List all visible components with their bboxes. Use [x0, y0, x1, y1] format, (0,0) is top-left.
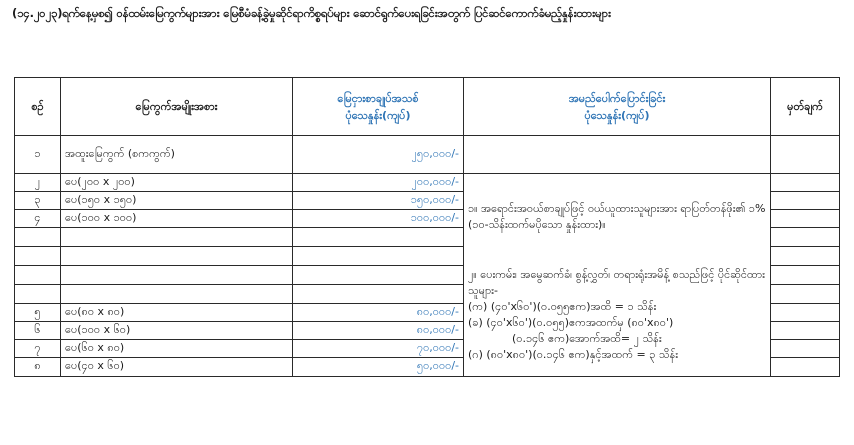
plot-type-cell: အထူးမြေကွက် (စကကွက်): [61, 136, 293, 174]
remark-cell: [771, 136, 840, 174]
note-rule-2b: (ခ) (၄၀'x၆၀')(၀.၀၅၅)ဧကအထက်မှ (၈၀'x၈၀'): [468, 316, 674, 329]
plot-type-cell: ပေ(၁၅၀ x ၁၅၀): [61, 192, 293, 210]
serial-no-cell: ၂: [15, 174, 61, 192]
header-name-transfer-fee: [464, 78, 771, 136]
fee-amount-cell: ၂၅၀,၀၀၀/-: [293, 136, 464, 174]
table-row: [15, 136, 840, 174]
plot-type-cell: ပေ(၂၀၀ x ၂၀၀): [61, 174, 293, 192]
remark-cell: [771, 210, 840, 228]
note-rule-2a: (က) (၄၀'x၆၀')(၀.၀၅၅ဧက)အထိ = ၁ သိန်း: [468, 300, 657, 313]
table-row: [15, 174, 840, 192]
serial-no-cell: [15, 285, 61, 304]
serial-no-cell: ၄: [15, 210, 61, 228]
fee-amount-cell: ၂၀၀,၀၀၀/-: [293, 174, 464, 192]
header-serial-no: စဉ်: [15, 78, 61, 136]
header-name-transfer-fee-text: အမည်ပေါက်ပြောင်းခြင်း ပုံသေနှုန်း(ကျပ်): [568, 91, 666, 122]
plot-type-cell: ပေ(၆၀ x ၈၀): [61, 340, 293, 358]
remark-cell: [771, 322, 840, 340]
serial-no-cell: ၈: [15, 358, 61, 377]
fee-amount-cell: ၇၀,၀၀၀/-: [293, 340, 464, 358]
fee-amount-cell: [293, 266, 464, 285]
remark-cell: [771, 266, 840, 285]
serial-no-cell: ၇: [15, 340, 61, 358]
fee-table: [14, 77, 840, 377]
plot-type-cell: [61, 228, 293, 247]
fee-amount-cell: ၈၀,၀၀၀/-: [293, 322, 464, 340]
plot-type-cell: [61, 247, 293, 266]
header-remark: မှတ်ချက်: [771, 78, 840, 136]
serial-no-cell: [15, 266, 61, 285]
header-new-lease-fee: [293, 78, 464, 136]
remark-cell: [771, 247, 840, 266]
name-transfer-blank-cell: [464, 136, 771, 174]
note-rule-2c: (ဂ) (၈၀'x၈၀')(၀.၁၄၆ ဧက)နှင့်အထက် = ၃ သိန်း: [468, 348, 679, 361]
serial-no-cell: ၁: [15, 136, 61, 174]
serial-no-cell: ၃: [15, 192, 61, 210]
remark-cell: [771, 285, 840, 304]
plot-type-cell: ပေ(၁၀၀ x ၆၀): [61, 322, 293, 340]
header-row: [15, 78, 840, 136]
fee-amount-cell: [293, 247, 464, 266]
fee-amount-cell: ၁၀၀,၀၀၀/-: [293, 210, 464, 228]
serial-no-cell: [15, 228, 61, 247]
plot-type-cell: ပေ(၈၀ x ၈၀): [61, 304, 293, 322]
fee-amount-cell: ၈၀,၀၀၀/-: [293, 304, 464, 322]
fee-amount-cell: ၅၀,၀၀၀/-: [293, 358, 464, 377]
serial-no-cell: ၅: [15, 304, 61, 322]
plot-type-cell: [61, 266, 293, 285]
fee-amount-cell: [293, 285, 464, 304]
note-rule-2b-cont: (၀.၁၄၆ ဧက)အောက်အထိ= ၂ သိန်း: [512, 332, 662, 345]
plot-type-cell: ပေ(၁၀၀ x ၁၀၀): [61, 210, 293, 228]
remark-cell: [771, 358, 840, 377]
remark-cell: [771, 340, 840, 358]
remark-cell: [771, 174, 840, 192]
fee-amount-cell: [293, 228, 464, 247]
remark-cell: [771, 228, 840, 247]
name-transfer-notes-cell: [464, 174, 771, 377]
header-plot-type: မြေကွက်အမျိုးအစား: [61, 78, 293, 136]
note-rule-2: ၂။ ပေးကမ်း၊ အမွေဆက်ခံ၊ စွန့်လွှတ်၊ တရားရုံးအမိန့် စသည်ဖြင့် ပိုင်ဆိုင်ထားသူများ-: [468, 268, 765, 297]
fee-amount-cell: ၁၅၀,၀၀၀/-: [293, 192, 464, 210]
plot-type-cell: [61, 285, 293, 304]
serial-no-cell: ၆: [15, 322, 61, 340]
remark-cell: [771, 192, 840, 210]
header-new-lease-fee-text: မြေငှားစာချုပ်အသစ် ပုံသေနှုန်း(ကျပ်): [337, 91, 419, 122]
plot-type-cell: ပေ(၄၀ x ၆၀): [61, 358, 293, 377]
remark-cell: [771, 304, 840, 322]
note-rule-1: ၁။ အရောင်းအဝယ်စာချုပ်ဖြင့် ဝယ်ယူထားသူများအား ရာပြတ်တန်ဖိုး၏ ၁% (၁၀-သိန်းထက်မပိုသော နှုန်းထား)။: [468, 202, 766, 231]
document-heading: (၁၄.၂၀၂၃)ရက်နေ့မှစ၍ ဝန်ထမ်းမြေကွက်များအား မြေစီမံခန့်ခွဲမှုဆိုင်ရာကိစ္စရပ်များ ဆောင်ရွက်ပေးရခြင်းအတွက် ပြင်ဆင်ကောက်ခံမည့်နှုန်းထားများ: [12, 6, 611, 20]
serial-no-cell: [15, 247, 61, 266]
